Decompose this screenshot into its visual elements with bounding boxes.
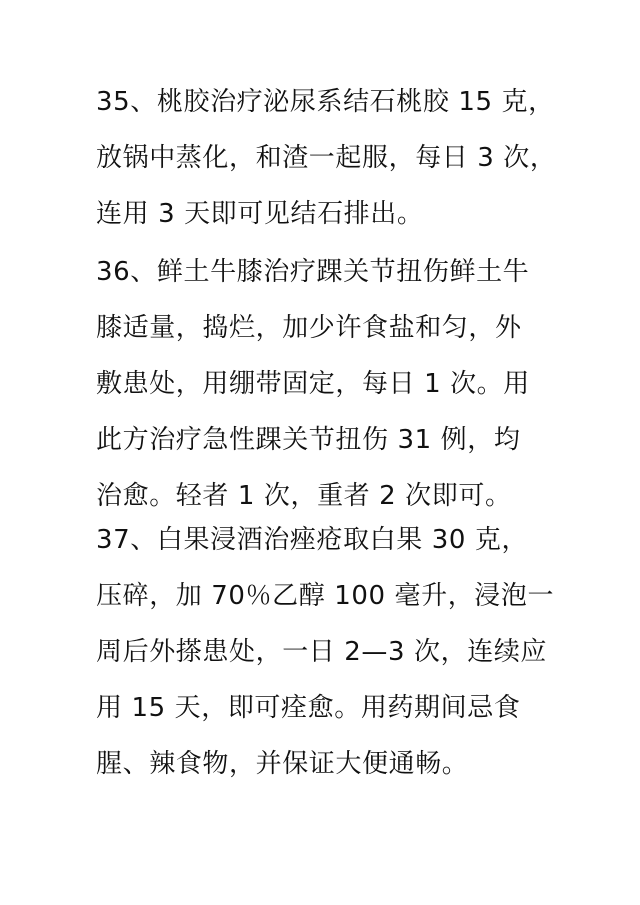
paragraph-line: 36、鲜土牛膝治疗踝关节扭伤鲜土牛 [96,257,530,287]
paragraph-line: 治愈。轻者 1 次，重者 2 次即可。 [96,481,512,511]
paragraph-line: 膝适量，捣烂，加少许食盐和匀，外 [96,313,522,343]
paragraph-36 [96,244,566,524]
paragraph-line: 腥、辣食物，并保证大便通畅。 [96,749,469,779]
paragraph-line: 周后外搽患处，一日 2—3 次，连续应 [96,637,548,667]
paragraph-37 [96,512,566,792]
paragraph-line: 放锅中蒸化，和渣一起服，每日 3 次， [96,143,557,173]
paragraph-line: 37、白果浸酒治痤疮取白果 30 克， [96,525,529,555]
paragraph-35 [96,74,566,242]
paragraph-line: 连用 3 天即可见结石排出。 [96,199,424,229]
paragraph-line: 35、桃胶治疗泌尿系结石桃胶 15 克， [96,87,555,117]
paragraph-line: 此方治疗急性踝关节扭伤 31 例，均 [96,425,521,455]
paragraph-line: 用 15 天，即可痊愈。用药期间忌食 [96,693,521,723]
paragraph-line: 敷患处，用绷带固定，每日 1 次。用 [96,369,530,399]
paragraph-line: 压碎，加 70％乙醇 100 毫升，浸泡一 [96,581,555,611]
